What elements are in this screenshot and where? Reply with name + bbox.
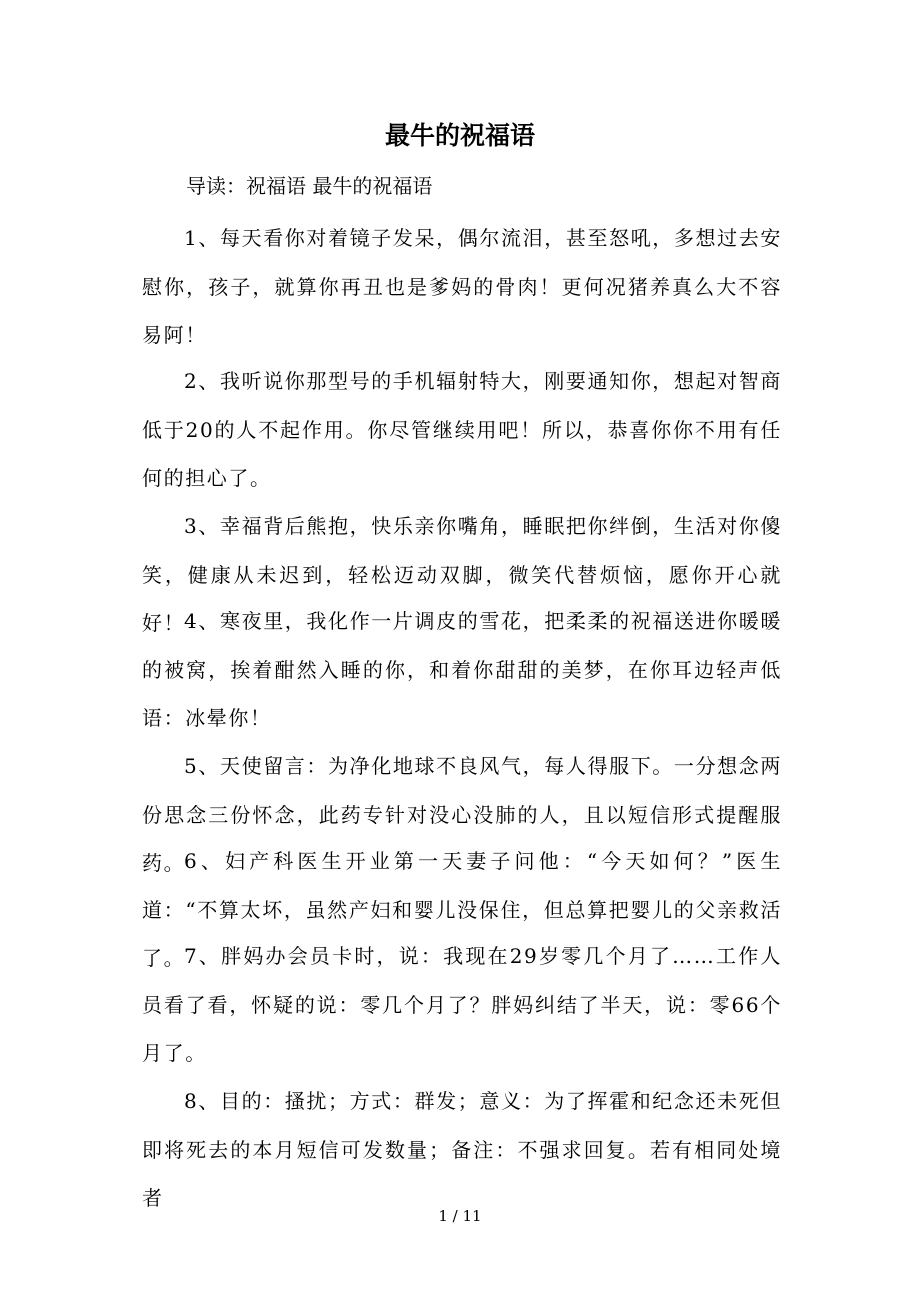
paragraph-3: 3、幸福背后熊抱，快乐亲你嘴角，睡眠把你绊倒，生活对你傻笑，健康从未迟到，轻松迈动双脚，微笑代替烦恼，愿你开心就好！ — [142, 514, 782, 635]
paragraph-6: 6、妇产科医生开业第一天妻子问他：“今天如何？”医生道：“不算太坏，虽然产妇和婴儿没保住，但总算把婴儿的父亲救活了。 — [142, 849, 782, 970]
lead-line: 导读：祝福语 最牛的祝福语 — [186, 174, 433, 198]
page-title: 最牛的祝福语 — [384, 121, 535, 150]
paragraph-5: 5、天使留言：为净化地球不良风气，每人得服下。一分想念两份思念三份怀念，此药专针对没心没肺的人，且以短信形式提醒服药。 — [142, 754, 782, 875]
paragraph-8: 8、目的：搔扰；方式：群发；意义：为了挥霍和纪念还未死但即将死去的本月短信可发数量；备注：不强求回复。若有相同处境者 — [142, 1089, 782, 1210]
paragraph-4: 4、寒夜里，我化作一片调皮的雪花，把柔柔的祝福送进你暖暖的被窝，挨着酣然入睡的你，和着你甜甜的美梦，在你耳边轻声低语：冰晕你！ — [142, 609, 782, 730]
paragraph-2: 2、我听说你那型号的手机辐射特大，刚要通知你，想起对智商低于20的人不起作用。你尽管继续用吧！所以，恭喜你你不用有任何的担心了。 — [142, 369, 782, 490]
paragraph-7: 7、胖妈办会员卡时，说：我现在29岁零几个月了……工作人员看了看，怀疑的说：零几个月了？胖妈纠结了半天，说：零66个月了。 — [142, 944, 782, 1065]
page-number: 1 / 11 — [438, 1207, 482, 1225]
paragraph-1: 1、每天看你对着镜子发呆，偶尔流泪，甚至怒吼，多想过去安慰你，孩子，就算你再丑也是爹妈的骨肉！更何况猪养真么大不容易阿！ — [142, 226, 782, 347]
